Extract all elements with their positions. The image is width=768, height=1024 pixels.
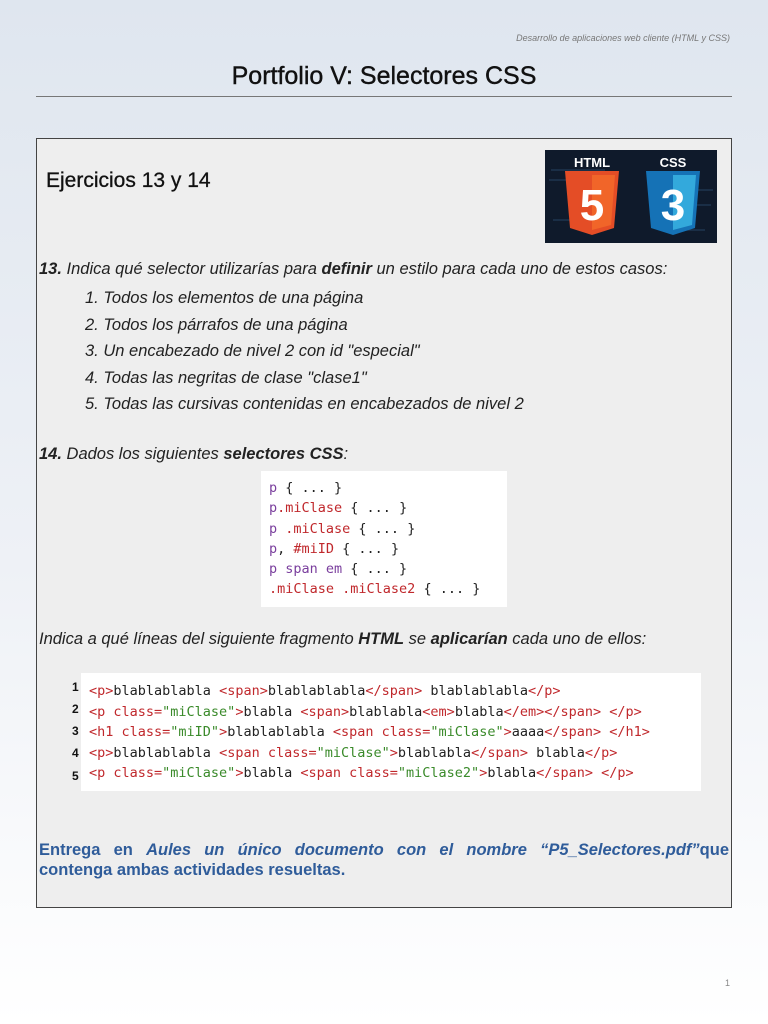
- code-token: blablablabla: [267, 683, 366, 699]
- list-item: 2. Todos los párrafos de una página: [85, 315, 348, 334]
- code-token: blablabla: [349, 703, 423, 720]
- list-item: 3. Un encabezado de nivel 2 con id "especial": [85, 342, 420, 360]
- css-label: CSS: [659, 155, 687, 170]
- list-item: 4. Todas las negritas de clase "clase1": [85, 368, 367, 387]
- code-token: </em></span>: [503, 703, 602, 720]
- line-number: 1: [72, 680, 79, 694]
- css3-number: 3: [660, 181, 686, 230]
- section-title: Ejercicios 13 y 14: [46, 169, 211, 192]
- code-token: <span>: [219, 683, 268, 699]
- code-token: blabla: [527, 744, 585, 761]
- code-line: [269, 519, 499, 539]
- code-token: p: [269, 520, 286, 537]
- code-line: [269, 539, 499, 559]
- course-header: Desarrollo de aplicaciones web cliente (HTML y CSS): [516, 33, 730, 43]
- html5-number: 5: [579, 181, 605, 230]
- html-fragment-code-block: [81, 673, 701, 791]
- code-token: blabla: [454, 703, 504, 720]
- line-number: 4: [72, 746, 79, 760]
- code-token: blablablabla: [113, 744, 220, 761]
- code-token: "miClase": [316, 744, 390, 761]
- code-token: blablablabla: [227, 724, 333, 741]
- code-token: </span>: [536, 765, 594, 782]
- code-token: </p>: [609, 703, 642, 720]
- code-line: [269, 498, 499, 518]
- code-token: .miClase .miClase2: [269, 581, 416, 598]
- code-token: <span>: [300, 703, 350, 720]
- code-token: #miID: [293, 540, 335, 557]
- question-14: [39, 445, 348, 464]
- code-token: { ... }: [350, 520, 416, 537]
- title-divider: [36, 96, 732, 97]
- question-13-text-pre: Indica qué selector utilizarías para: [61, 260, 322, 278]
- code-line: [89, 763, 693, 784]
- delivery-italic: Aules un único documento con el nombre “P5_Selectores.pdf”: [146, 841, 700, 859]
- code-token: p: [269, 500, 278, 517]
- question-13-text-post: un estilo para cada uno de estos casos:: [371, 260, 668, 278]
- list-item: 1. Todos los elementos de una página: [85, 289, 364, 307]
- code-line: [89, 722, 693, 743]
- code-token: "miClase2": [397, 765, 480, 782]
- question-13-bold: definir: [321, 260, 372, 278]
- code-token: blablabla: [397, 744, 472, 761]
- question-13-list: [85, 285, 524, 418]
- css-selectors-code-block: [261, 471, 507, 607]
- code-line: [89, 743, 693, 764]
- code-token: </p>: [584, 744, 618, 761]
- question-14-bold: selectores CSS: [223, 445, 344, 463]
- code-token: { ... }: [334, 540, 400, 557]
- code-token: blabla: [243, 703, 301, 720]
- code-token: blabla: [243, 765, 301, 782]
- code-token: <h1 class=: [89, 724, 171, 741]
- page-number: 1: [724, 978, 730, 988]
- code-line: [269, 579, 499, 599]
- code-token: { ... }: [415, 581, 481, 598]
- code-token: p: [269, 540, 278, 557]
- exercise-box: [36, 138, 732, 908]
- question-14-text-post: :: [343, 445, 349, 463]
- code-token: </span>: [471, 744, 528, 761]
- code-token: >: [503, 724, 512, 741]
- html5-css3-logo: [545, 150, 717, 243]
- code-token: </span>: [365, 683, 423, 699]
- question-14-text-pre: Dados los siguientes: [61, 445, 224, 463]
- code-token: >: [235, 703, 244, 720]
- code-token: <em>: [422, 703, 455, 720]
- code-token: </p>: [601, 765, 634, 782]
- code-token: "miClase": [430, 724, 504, 741]
- code-token: .miClase: [285, 520, 351, 537]
- code-token: { ... }: [342, 561, 408, 578]
- code-token: >: [235, 765, 244, 782]
- code-line: [89, 702, 693, 723]
- code-token: </p>: [527, 683, 561, 699]
- instruction-mid: se: [404, 630, 431, 648]
- instruction-bold-html: HTML: [358, 630, 405, 648]
- code-token: >: [479, 765, 488, 782]
- code-token: "miClase": [162, 765, 236, 782]
- code-token: <p class=: [89, 765, 163, 782]
- code-token: >: [389, 744, 398, 761]
- delivery-instructions: [39, 841, 729, 880]
- code-token: blablablabla: [113, 683, 220, 699]
- code-token: <p class=: [89, 703, 163, 720]
- instruction-post: cada uno de ellos:: [507, 630, 647, 648]
- code-token: p: [269, 480, 278, 496]
- code-line: [89, 681, 693, 702]
- code-line: [269, 478, 499, 498]
- list-item: 5. Todas las cursivas contenidas en encabezados de nivel 2: [85, 395, 524, 413]
- code-token: { ... }: [277, 480, 343, 496]
- code-token: <span class=: [300, 765, 398, 782]
- line-number: 3: [72, 724, 79, 738]
- code-line: [269, 559, 499, 579]
- line-number: 5: [72, 769, 79, 783]
- page-title: Portfolio V: Selectores CSS: [231, 62, 537, 90]
- instruction-pre: Indica a qué líneas del siguiente fragmento: [39, 630, 359, 648]
- code-token: { ... }: [342, 500, 408, 517]
- code-token: </h1>: [609, 724, 650, 741]
- code-token: [593, 765, 601, 781]
- code-token: blabla: [487, 765, 537, 782]
- question-13: [39, 260, 667, 279]
- line-number: 2: [72, 702, 79, 716]
- code-token: </span>: [544, 724, 602, 741]
- code-token: .miClase: [277, 500, 343, 517]
- code-token: aaaa: [511, 724, 545, 741]
- code-token: <p>: [89, 744, 114, 761]
- code-token: <span class=: [219, 744, 317, 761]
- code-token: <p>: [89, 683, 114, 699]
- code-token: "miID": [170, 724, 220, 741]
- code-token: <span class=: [332, 724, 431, 741]
- code-token: p span em: [269, 561, 343, 578]
- html-label: HTML: [573, 155, 611, 170]
- question-14-instruction: [39, 630, 646, 649]
- code-token: >: [219, 724, 228, 741]
- code-token: blablablabla: [422, 683, 528, 699]
- question-13-number: 13.: [39, 260, 62, 278]
- code-token: "miClase": [162, 703, 236, 720]
- instruction-bold-apply: aplicarían: [430, 630, 508, 648]
- delivery-pre: Entrega en: [39, 841, 147, 859]
- question-14-number: 14.: [39, 445, 62, 463]
- delivery-post: que contenga ambas actividades resueltas.: [39, 841, 729, 879]
- code-token: ,: [277, 540, 294, 557]
